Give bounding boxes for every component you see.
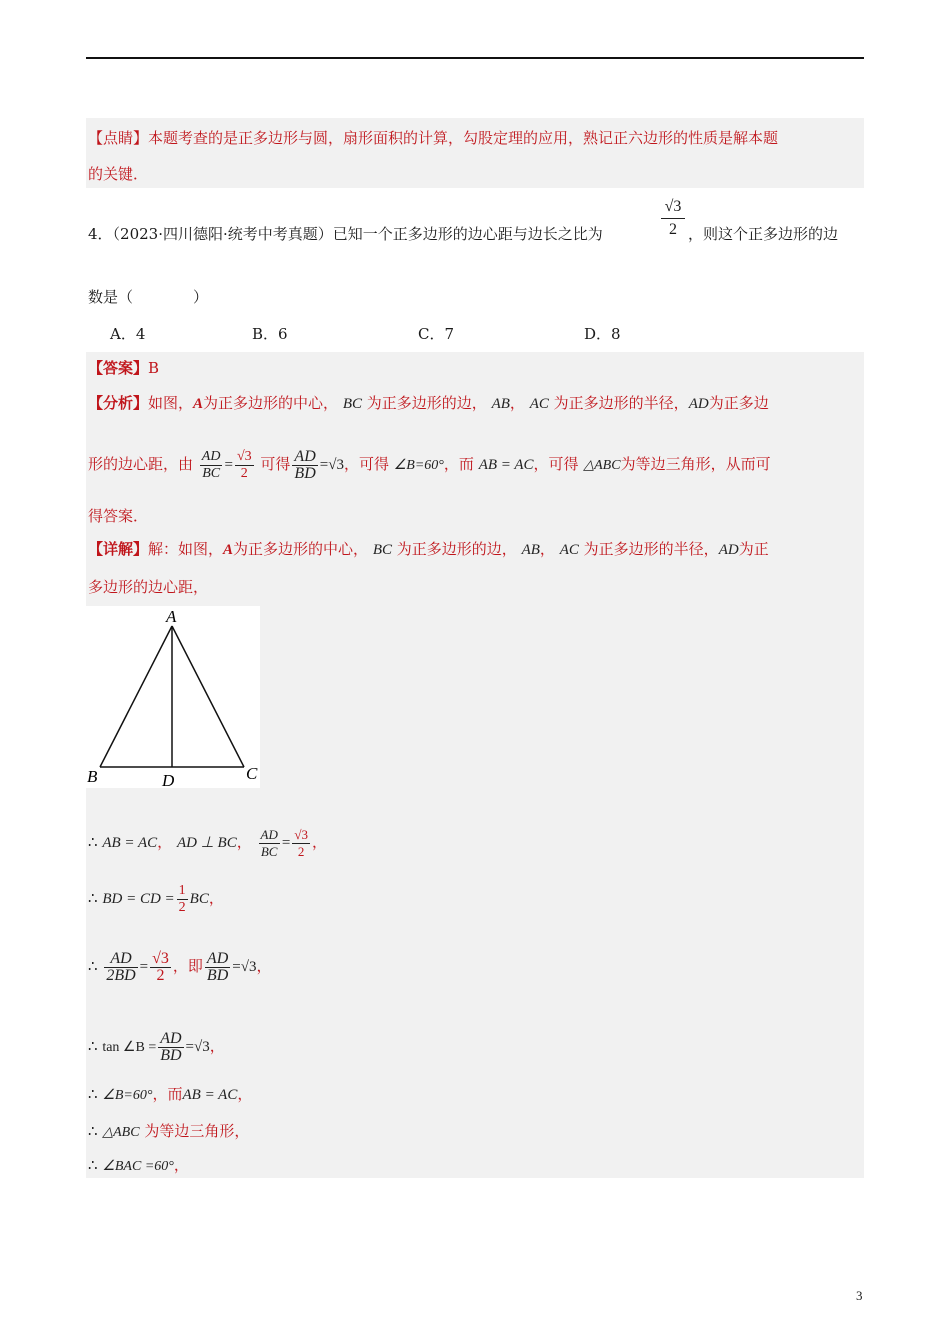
detail-line-2: 多边形的边心距，	[88, 578, 209, 596]
question-stem: 4．（2023·四川德阳·统考中考真题）已知一个正多边形的边心距与边长之比为	[88, 225, 603, 243]
fraction-ad-bd: $\frac{AD}{BD}$	[294, 447, 316, 482]
question-source: （2023·四川德阳·统考中考真题）	[112, 225, 333, 243]
fraction-ad-bc: $\frac{AD}{BC}$	[201, 448, 221, 481]
question-ratio	[661, 198, 685, 239]
step3-fraction-sqrt3-2: $\frac{√3}{2}$	[152, 949, 169, 984]
review-line-1: 【点睛】本题考查的是正多边形与圆，扇形面积的计算，勾股定理的应用，熟记正六边形的性质是解本题	[88, 129, 779, 147]
detail-line-1: 【详解】解：如图，A为正多边形的中心， BC 为正多边形的边， AB， AC 为正多边形的半径，AD为正	[88, 540, 769, 558]
step-6: ∴ △ABC 为等边三角形，	[88, 1122, 250, 1140]
step-5: ∴ ∠B=60°，而AB = AC，	[88, 1085, 253, 1103]
review-tag: 【点睛】	[88, 129, 149, 147]
question-stem-c: 数是（ ）	[88, 288, 209, 306]
analysis-tag: 【分析】	[88, 394, 149, 412]
step2-fraction-half: $\frac{1}{2}$	[178, 882, 186, 915]
answer-tag: 【答案】	[88, 359, 149, 377]
header-rule	[86, 57, 864, 59]
step3-fraction-ad-2bd: $\frac{AD}{2BD}$	[106, 949, 136, 984]
side-ac	[172, 626, 244, 767]
detail-tag: 【详解】	[88, 540, 149, 558]
page-number: 3	[856, 1288, 863, 1303]
analysis-line-3: 得答案．	[88, 507, 149, 525]
ratio-denominator: 2	[669, 221, 677, 238]
option-d[interactable]: D．8	[584, 325, 621, 343]
triangle-figure	[86, 606, 260, 788]
step-7: ∴ ∠BAC =60°，	[88, 1156, 189, 1174]
analysis-line-2: 形的边心距，由 $\frac{AD}{BC}$ = $\frac{√3}{2}$ 可得 $\frac{AD}{BD}$ =√3，可得 ∠B=60°，而 AB = AC，可得 △ABC为等边三角形，从而可	[88, 447, 771, 482]
option-a[interactable]: A．4	[110, 325, 146, 343]
option-c[interactable]: C．7	[418, 325, 455, 343]
triangle-diagram	[86, 606, 260, 788]
vertex-label-c: C	[246, 764, 258, 783]
option-b[interactable]: B．6	[252, 325, 288, 343]
step3-fraction-ad-bd: $\frac{AD}{BD}$	[206, 949, 229, 984]
step-1: ∴ AB = AC， AD ⊥ BC， $\frac{AD}{BC}$ = $\frac{√3}{2}$ ，	[88, 826, 327, 859]
question-number: 4．	[88, 225, 113, 243]
step1-fraction-ad-bc: $\frac{AD}{BC}$	[260, 826, 278, 859]
step1-fraction-sqrt3-2: $\frac{√3}{2}$	[294, 826, 308, 859]
analysis-line-1: 【分析】如图，A为正多边形的中心， BC 为正多边形的边， AB， AC 为正多边形的半径，AD为正多边	[88, 394, 769, 412]
answer-line	[88, 358, 159, 378]
vertex-label-b: B	[87, 767, 98, 786]
therefore-symbol: ∴	[88, 835, 98, 851]
side-ab	[100, 626, 172, 767]
answer-value: B	[148, 359, 160, 377]
question-stem-b: ，则这个正多边形的边	[688, 225, 839, 243]
review-line-2: 的关键．	[88, 165, 149, 183]
ratio-numerator: √3	[661, 198, 685, 219]
vertex-label-d: D	[162, 771, 175, 788]
step-4: ∴ tan ∠B = $\frac{AD}{BD}$ =√3，	[88, 1029, 225, 1064]
fraction-sqrt3-2: $\frac{√3}{2}$	[236, 448, 252, 481]
step4-fraction-ad-bd: $\frac{AD}{BD}$	[160, 1029, 182, 1064]
vertex-label-a: A	[166, 607, 177, 626]
step-3: ∴ $\frac{AD}{2BD}$ = $\frac{√3}{2}$ ，即 $\frac{AD}{BD}$ =√3，	[88, 949, 272, 984]
step-2: ∴ BD = CD = $\frac{1}{2}$ BC，	[88, 882, 224, 915]
